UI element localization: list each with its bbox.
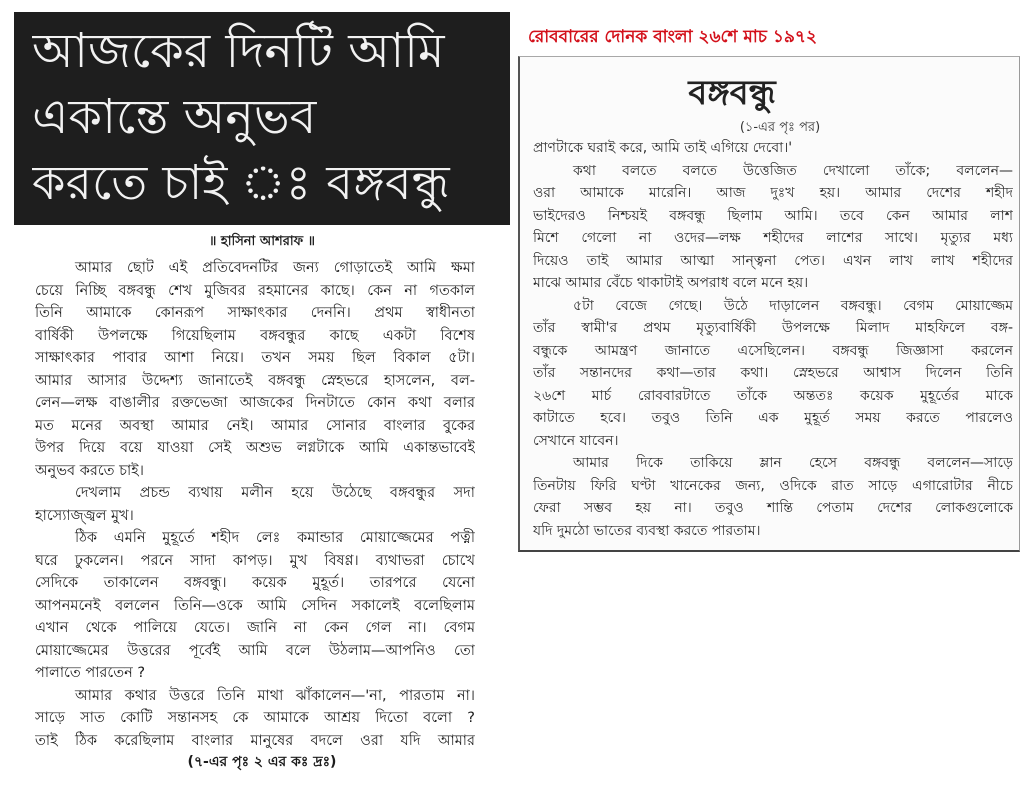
article-line: ভাইদেরও নিশ্চয়ই বঙ্গবন্ধু ছিলাম আমি। তবে কেন আমার লাশ — [533, 207, 1013, 224]
article-line: বার্ষিকী উপলক্ষে গিয়েছিলাম বঙ্গবন্ধুর কাছে একটা বিশেষ — [35, 327, 475, 344]
article-line: আপনমনেই বললেন তিনি—ওকে আমি সেদিন সকালেই বলেছিলাম — [35, 597, 475, 614]
article-line: ফেরা সম্ভব হয় না। তবুও শান্তি পেতাম দেশের লোকগুলোকে — [533, 500, 1013, 516]
article-line: এখান থেকে পালিয়ে যেতে। জানি না কেন গেল না। বেগম — [35, 620, 475, 636]
article-line: বন্ধুকে আমন্ত্রণ জানাতে এসেছিলেন। বঙ্গবন্ধু জিজ্ঞাসা করলেন — [533, 342, 1013, 359]
continued-from-note: (১-এর পৃঃ পর) — [739, 120, 821, 135]
headline-line: করতে চাই ঃ বঙ্গবন্ধু — [32, 155, 450, 211]
right-article-body — [533, 137, 1013, 545]
article-line: কথা বলতে বলতে উত্তেজিত দেখালো তাঁকে; বললেন— — [573, 162, 1013, 179]
headline-line: আজকের দিনটি আমি — [32, 23, 445, 79]
article-line: চেয়ে নিচ্ছি বঙ্গবন্ধু শেখ মুজিবর রহমানের কাছে। কেন না গতকাল — [35, 282, 475, 299]
article-line: সেদিকে তাকালেন বঙ্গবন্ধু। কয়েক মুহূর্ত। তারপরে যেনো — [35, 575, 475, 591]
headline-box — [14, 12, 510, 225]
article-line: আমার আসার উদ্দেশ্য জানাতেই বঙ্গবন্ধু স্নেহভরে হাসলেন, বল- — [35, 372, 475, 389]
article-line: তিনটায় ফিরি ঘণ্টা খানেকের জন্য, ওদিকে রাত সাড়ে এগারোটার নীচে — [533, 477, 1013, 494]
article-line: সাড়ে সাত কোটি সন্তানসহ কে আমাকে আশ্রয় দিতো বলো ? — [35, 710, 475, 726]
article-line: কাটাতে হবে। তবুও তিনি এক মুহূর্ত সময় করতে পারলেও — [533, 410, 1013, 426]
article-line: ঘরে ঢুকলেন। পরনে সাদা কাপড়। মুখ বিষণ্ণ। ব্যথাভরা চোখে — [35, 552, 475, 569]
article-line: হাস্যোজ্জ্বল মুখ। — [35, 507, 134, 524]
headline-line: একান্তে অনুভব — [32, 89, 317, 145]
article-line: পালাতে পারতেন ? — [35, 665, 146, 681]
article-line: ২৬শে মার্চ রোববারটাতে তাঁকে অন্ততঃ কয়েক মুহূর্তের মাকে — [533, 387, 1013, 404]
article-line: লেন—লক্ষ বাঙালীর রক্তভেজা আজকের দিনটাতে কোন কথা বলার — [35, 395, 475, 411]
article-line: অনুভব করতে চাই। — [35, 462, 144, 479]
article-line: আমার কথার উত্তরে তিনি মাথা ঝাঁকালেন—'না, পারতাম না। — [75, 687, 475, 704]
article-line: মোয়াজ্জেমের উত্তরের পূর্বেই আমি বলে উঠলাম—আপনিও তো — [35, 642, 475, 659]
article-line: আমার দিকে তাকিয়ে ম্লান হেসে বঙ্গবন্ধু বললেন—সাড়ে — [573, 455, 1013, 471]
article-line: ওরা আমাকে মারেনি। আজ দুঃখ হয়। আমার দেশের শহীদ — [533, 185, 1013, 201]
article-line: তাই ঠিক করেছিলাম বাংলার মানুষের বদলে ওরা যদি আমার — [35, 732, 475, 749]
article-line: দেখলাম প্রচন্ড ব্যথায় মলীন হয়ে উঠেছে বঙ্গবন্ধুর সদা — [75, 485, 475, 501]
article-line: ৫টা বেজে গেছে। উঠে দাড়ালেন বঙ্গবন্ধু। বেগম মোয়াজ্জেম — [573, 297, 1013, 314]
article-line: প্রাণটাকে ঘরাই করে, আমি তাই এগিয়ে দেবো।' — [533, 140, 793, 156]
article-line: তিনি আমাকে কোনরূপ সাক্ষাৎকার দেননি। প্রথম স্বাধীনতা — [35, 305, 475, 321]
byline: ॥ হাসিনা আশরাফ ॥ — [209, 234, 315, 249]
continued-on-note: (৭-এর পৃঃ ২ এর কঃ দ্রঃ) — [187, 754, 337, 770]
article-line: মাঝে আমার বেঁচে থাকাটাই অপরাধ বলে মনে হয়। — [533, 275, 809, 291]
article-line: মত মনের অবস্থা আমার নেই। আমার সোনার বাংলার বুকের — [35, 417, 475, 434]
article-line: সাক্ষাৎকার পাবার আশা নিয়ে। তখন সময় ছিল বিকাল ৫টা। — [35, 350, 475, 366]
date-note: রোববারের দোনক বাংলা ২৬শে মাচ ১৯৭২ — [528, 27, 818, 47]
article-line: তাঁর স্বামী'র প্রথম মৃত্যুবার্ষিকী উপলক্ষে মিলাদ মাহফিলে বঙ্গ- — [533, 320, 1013, 336]
article-line: সেখানে যাবেন। — [533, 432, 619, 449]
left-article-body — [35, 257, 475, 752]
article-line: তাঁর সন্তানদের কথা—তার কথা। স্নেহভরে আশ্বাস দিলেন তিনি — [533, 365, 1013, 381]
article-line: যদি দুমঠো ভাতের ব্যবস্থা করতে পারতাম। — [533, 522, 761, 539]
right-article-headline: বঙ্গবন্ধু — [688, 73, 776, 113]
article-line: ঠিক এমনি মুহূর্তে শহীদ লেঃ কমান্ডার মোয়াজ্জেমের পত্নী — [75, 530, 475, 546]
article-line: মিশে গেলো না ওদের—লক্ষ শহীদের লাশের সাথে। মৃত্যুর মধ্য — [533, 230, 1013, 246]
article-line: দিয়েও তাই আমার আত্মা সান্ত্বনা পেত। এখন লাখ লাখ শহীদের — [533, 252, 1013, 269]
article-line: উপর দিয়ে বয়ে যাওয়া সেই অশুভ লগ্নটাকে আমি একান্তভাবেই — [35, 440, 475, 456]
article-line: আমার ছোট এই প্রতিবেদনটির জন্য গোড়াতেই আমি ক্ষমা — [75, 260, 475, 276]
